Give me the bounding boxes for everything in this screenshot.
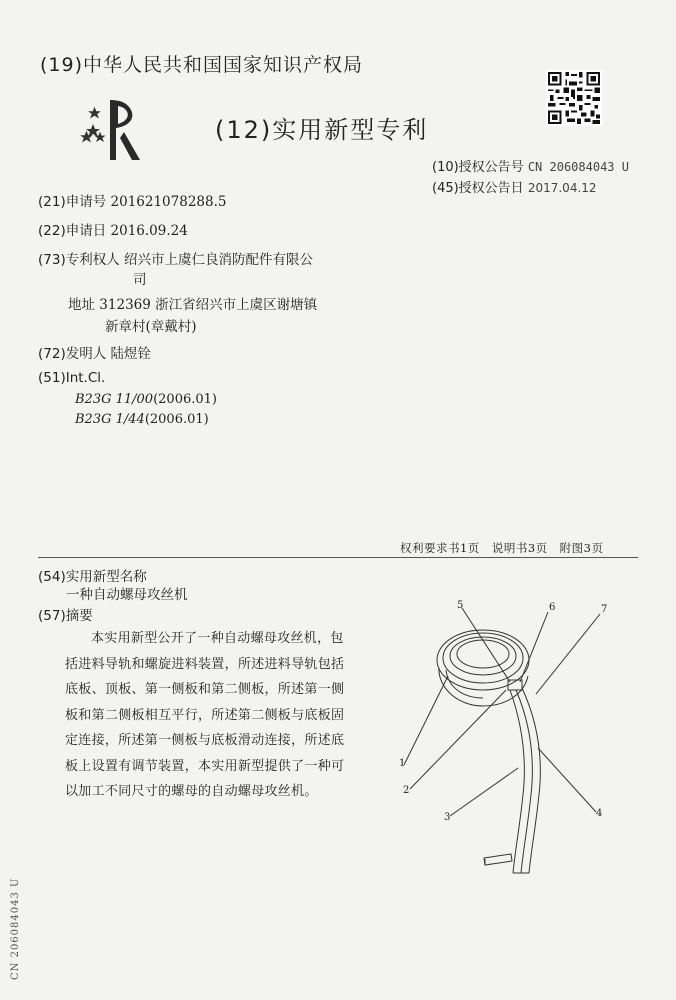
patentee-row bbox=[38, 248, 313, 268]
patent-office-name: (19)中华人民共和国国家知识产权局 bbox=[40, 54, 364, 76]
intcl-label: (51)Int.Cl. bbox=[38, 370, 106, 386]
application-number: 201621078288.5 bbox=[110, 194, 227, 210]
drawing-label-6: 6 bbox=[549, 602, 556, 613]
cnipa-logo-icon bbox=[80, 92, 152, 164]
utility-model-title: 一种自动螺母攻丝机 bbox=[66, 587, 188, 603]
drawing-label-4: 4 bbox=[596, 808, 603, 819]
ipc-class-1: B23G 11/00(2006.01) bbox=[75, 392, 217, 407]
divider-line bbox=[38, 557, 638, 558]
inventor-label: (72)发明人 bbox=[38, 346, 107, 362]
patentee-name-cont: 司 bbox=[133, 272, 147, 288]
drawing-label-2: 2 bbox=[403, 785, 410, 796]
abstract-text: 本实用新型公开了一种自动螺母攻丝机，包括进料导轨和螺旋进料装置，所述进料导轨包括底板、顶板、第一侧板和第二侧板，所述第一侧板和第二侧板相互平行，所述第二侧板与底板固定连接，所述第一侧板与底板滑动连接，所述底板上设置有调节装置，本实用新型提供了一种可以加工不同尺寸的螺母的自动螺母攻丝机。 bbox=[65, 631, 345, 799]
publication-date: 2017.04.12 bbox=[527, 181, 597, 195]
address: 312369 浙江省绍兴市上虞区谢塘镇 bbox=[99, 297, 318, 313]
publication-date-label: (45)授权公告日 bbox=[432, 181, 524, 196]
document-type: (12)实用新型专利 bbox=[215, 116, 429, 144]
side-publication-number: CN 206084043 U bbox=[10, 877, 21, 980]
drawing-label-7: 7 bbox=[601, 604, 608, 615]
qr-code-icon bbox=[546, 70, 602, 126]
publication-number: CN 206084043 U bbox=[527, 160, 629, 174]
inventor-row bbox=[38, 342, 151, 362]
ipc-class-2: B23G 1/44(2006.01) bbox=[75, 412, 209, 427]
address-label: 地址 bbox=[68, 297, 95, 313]
drawing-label-3: 3 bbox=[444, 812, 451, 823]
patentee-label: (73)专利权人 bbox=[38, 252, 120, 268]
address-row bbox=[68, 293, 317, 313]
application-date-row bbox=[38, 219, 188, 239]
inventor-name: 陆煜铨 bbox=[110, 346, 152, 362]
application-date-label: (22)申请日 bbox=[38, 223, 107, 239]
utility-model-title-label: (54)实用新型名称 bbox=[38, 569, 147, 585]
application-number-label: (21)申请号 bbox=[38, 194, 107, 210]
patentee-name: 绍兴市上虞仁良消防配件有限公 bbox=[124, 252, 314, 268]
drawing-label-1: 1 bbox=[399, 758, 406, 769]
address-cont: 新章村(章戴村) bbox=[105, 319, 197, 335]
abstract-label: (57)摘要 bbox=[38, 608, 93, 624]
publication-number-label: (10)授权公告号 bbox=[432, 160, 524, 175]
application-date: 2016.09.24 bbox=[110, 223, 188, 239]
publication-date-row bbox=[432, 177, 597, 196]
application-number-row bbox=[38, 190, 226, 210]
page-counts: 权利要求书1页 说明书3页 附图3页 bbox=[400, 541, 604, 555]
publication-number-row bbox=[432, 156, 629, 175]
drawing-label-5: 5 bbox=[457, 600, 464, 611]
device-drawing bbox=[388, 598, 638, 888]
